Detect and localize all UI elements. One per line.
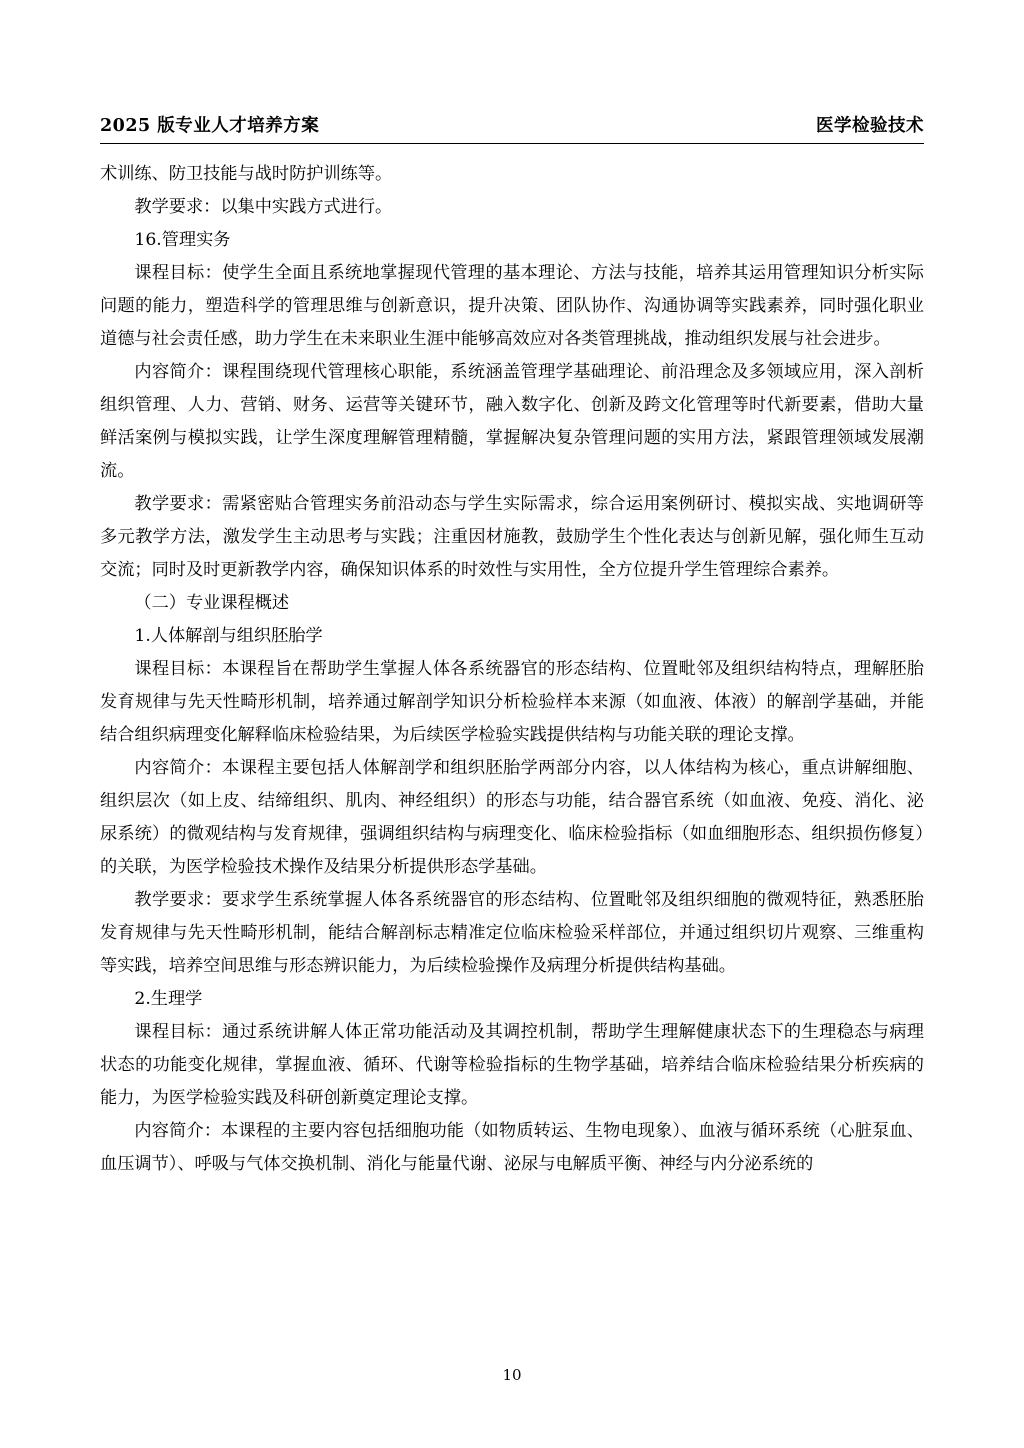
paragraph-heading: 16.管理实务 [134,230,231,251]
document-body [100,158,924,1181]
paragraph: 课程目标：本课程旨在帮助学生掌握人体各系统器官的形态结构、位置毗邻及组织结构特点，理解胚胎发育规律与先天性畸形机制，培养通过解剖学知识分析检验样本来源（如血液、体液）的解剖学基础，并能结合组织病理变化解释临床检验结果，为后续医学检验实践提供结构与功能关联的理论支撑。 [100,659,924,746]
paragraph: 教学要求：以集中实践方式进行。 [134,197,393,218]
paragraph: 内容简介：课程围绕现代管理核心职能，系统涵盖管理学基础理论、前沿理念及多领域应用，深入剖析组织管理、人力、营销、财务、运营等关键环节，融入数字化、创新及跨文化管理等时代新要素，借助大量鲜活案例与模拟实践，让学生深度理解管理精髓，掌握解决复杂管理问题的实用方法，紧跟管理领域发展潮流。 [100,362,924,482]
paragraph: 课程目标：通过系统讲解人体正常功能活动及其调控机制，帮助学生理解健康状态下的生理稳态与病理状态的功能变化规律，掌握血液、循环、代谢等检验指标的生物学基础，培养结合临床检验结果分析疾病的能力，为医学检验实践及科研创新奠定理论支撑。 [100,1022,924,1109]
header-title-left: 2025 版专业人才培养方案 [100,116,320,136]
paragraph: 教学要求：需紧密贴合管理实务前沿动态与学生实际需求，综合运用案例研讨、模拟实战、实地调研等多元教学方法，激发学生主动思考与实践；注重因材施教，鼓励学生个性化表达与创新见解，强化师生互动交流；同时及时更新教学内容，确保知识体系的时效性与实用性，全方位提升学生管理综合素养。 [100,494,924,581]
paragraph-heading: 2.生理学 [134,989,203,1010]
paragraph: 内容简介：本课程主要包括人体解剖学和组织胚胎学两部分内容，以人体结构为核心，重点讲解细胞、组织层次（如上皮、结缔组织、肌肉、神经组织）的形态与功能，结合器官系统（如血液、免疫、消化、泌尿系统）的微观结构与发育规律，强调组织结构与病理变化、临床检验指标（如血细胞形态、组织损伤修复）的关联，为医学检验技术操作及结果分析提供形态学基础。 [100,758,924,878]
header-divider [100,143,924,144]
paragraph: 内容简介：本课程的主要内容包括细胞功能（如物质转运、生物电现象）、血液与循环系统（心脏泵血、血压调节）、呼吸与气体交换机制、消化与能量代谢、泌尿与电解质平衡、神经与内分泌系统的 [100,1121,924,1175]
paragraph: 术训练、防卫技能与战时防护训练等。 [100,164,393,184]
paragraph-heading: 1.人体解剖与组织胚胎学 [134,626,323,647]
page-header [100,112,924,143]
page-footer [0,1366,1024,1384]
paragraph: 课程目标：使学生全面且系统地掌握现代管理的基本理论、方法与技能，培养其运用管理知识分析实际问题的能力，塑造科学的管理思维与创新意识，提升决策、团队协作、沟通协调等实践素养，同时强化职业道德与社会责任感，助力学生在未来职业生涯中能够高效应对各类管理挑战，推动组织发展与社会进步。 [100,263,924,350]
paragraph: 教学要求：要求学生系统掌握人体各系统器官的形态结构、位置毗邻及组织细胞的微观特征，熟悉胚胎发育规律与先天性畸形机制，能结合解剖标志精准定位临床检验采样部位，并通过组织切片观察、三维重构等实践，培养空间思维与形态辨识能力，为后续检验操作及病理分析提供结构基础。 [100,890,924,977]
paragraph-heading: （二）专业课程概述 [134,593,290,614]
header-title-right: 医学检验技术 [816,116,924,136]
page-number: 10 [502,1366,522,1384]
